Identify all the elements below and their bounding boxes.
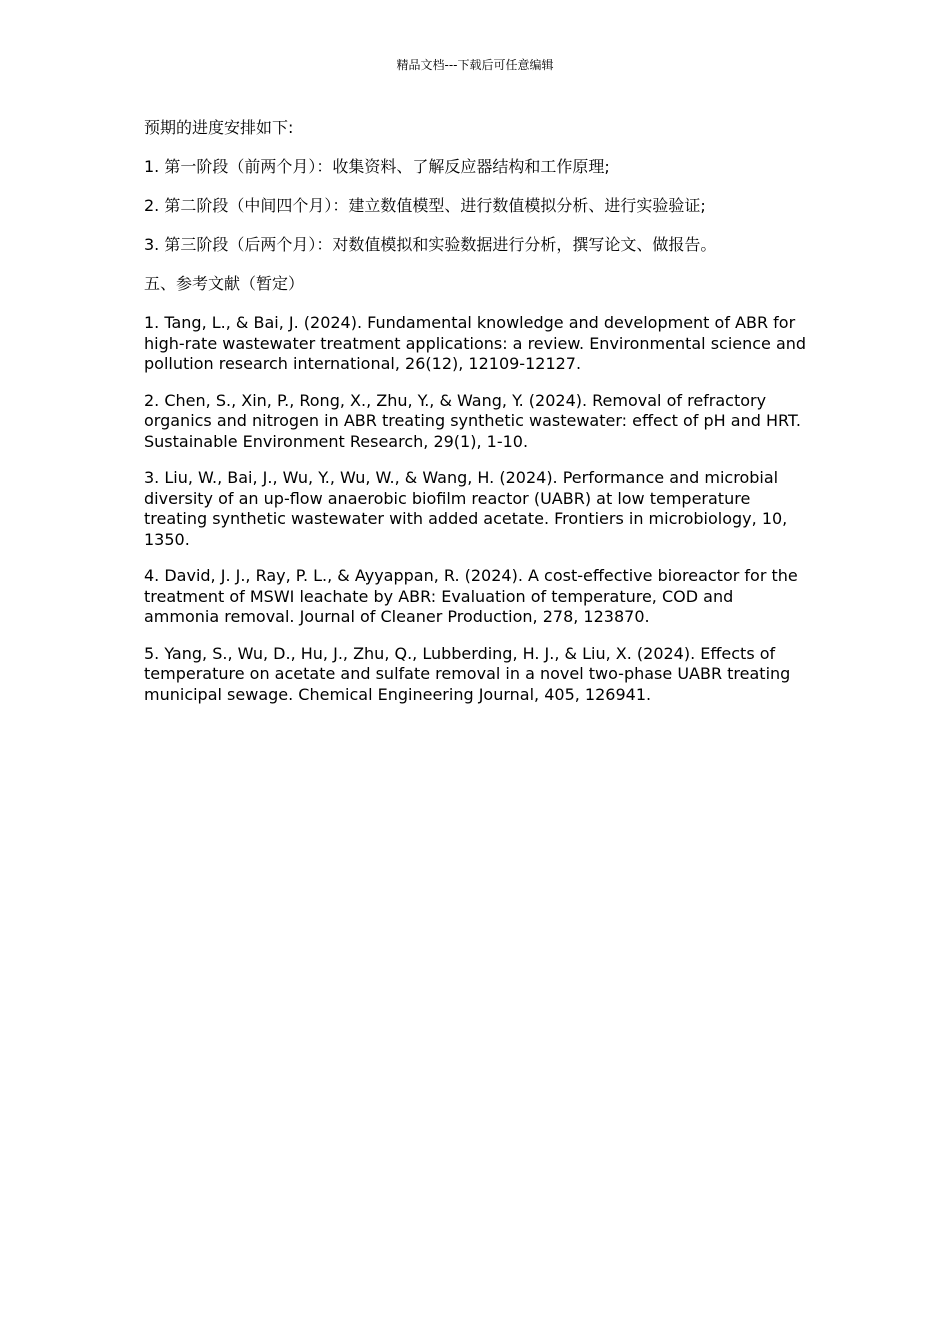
reference-item-5: 5. Yang, S., Wu, D., Hu, J., Zhu, Q., Lubberding, H. J., & Liu, X. (2024). Effects of temperature on acetate and sulfate removal in a novel two-phase UABR treating municipal sewage. Chemical Engineering Journal, 405, 126941. [144, 643, 791, 704]
document-body [144, 118, 808, 721]
schedule-item-2: 2. 第二阶段（中间四个月）：建立数值模型、进行数值模拟分析、进行实验验证; [144, 196, 706, 215]
schedule-item-1: 1. 第一阶段（前两个月）：收集资料、了解反应器结构和工作原理; [144, 157, 610, 176]
page-header: 精品文档---下载后可任意编辑 [396, 58, 554, 72]
schedule-item-3: 3. 第三阶段（后两个月）：对数值模拟和实验数据进行分析，撰写论文、做报告。 [144, 235, 717, 254]
reference-item-1: 1. Tang, L., & Bai, J. (2024). Fundamental knowledge and development of ABR for high-rate wastewater treatment applications: a review. Environmental science and pollution research international, 26(12), 12109-12127. [144, 313, 807, 373]
reference-item-4: 4. David, J. J., Ray, P. L., & Ayyappan, R. (2024). A cost-effective bioreactor for the treatment of MSWI leachate by ABR: Evaluation of temperature, COD and ammonia removal. Journal of Cleaner Production, 278, 123870. [144, 566, 798, 626]
section-heading-references: 五、参考文献（暂定） [144, 274, 305, 293]
reference-item-3: 3. Liu, W., Bai, J., Wu, Y., Wu, W., & Wang, H. (2024). Performance and microbial diversity of an up-flow anaerobic biofilm reactor (UABR) at low temperature treating synthetic wastewater with added acetate. Frontiers in microbiology, 10, 1350. [144, 468, 788, 549]
reference-item-2: 2. Chen, S., Xin, P., Rong, X., Zhu, Y., & Wang, Y. (2024). Removal of refractory organics and nitrogen in ABR treating synthetic wastewater: effect of pH and HRT. Sustainable Environment Research, 29(1), 1-10. [144, 390, 801, 451]
schedule-intro: 预期的进度安排如下: [144, 118, 294, 137]
